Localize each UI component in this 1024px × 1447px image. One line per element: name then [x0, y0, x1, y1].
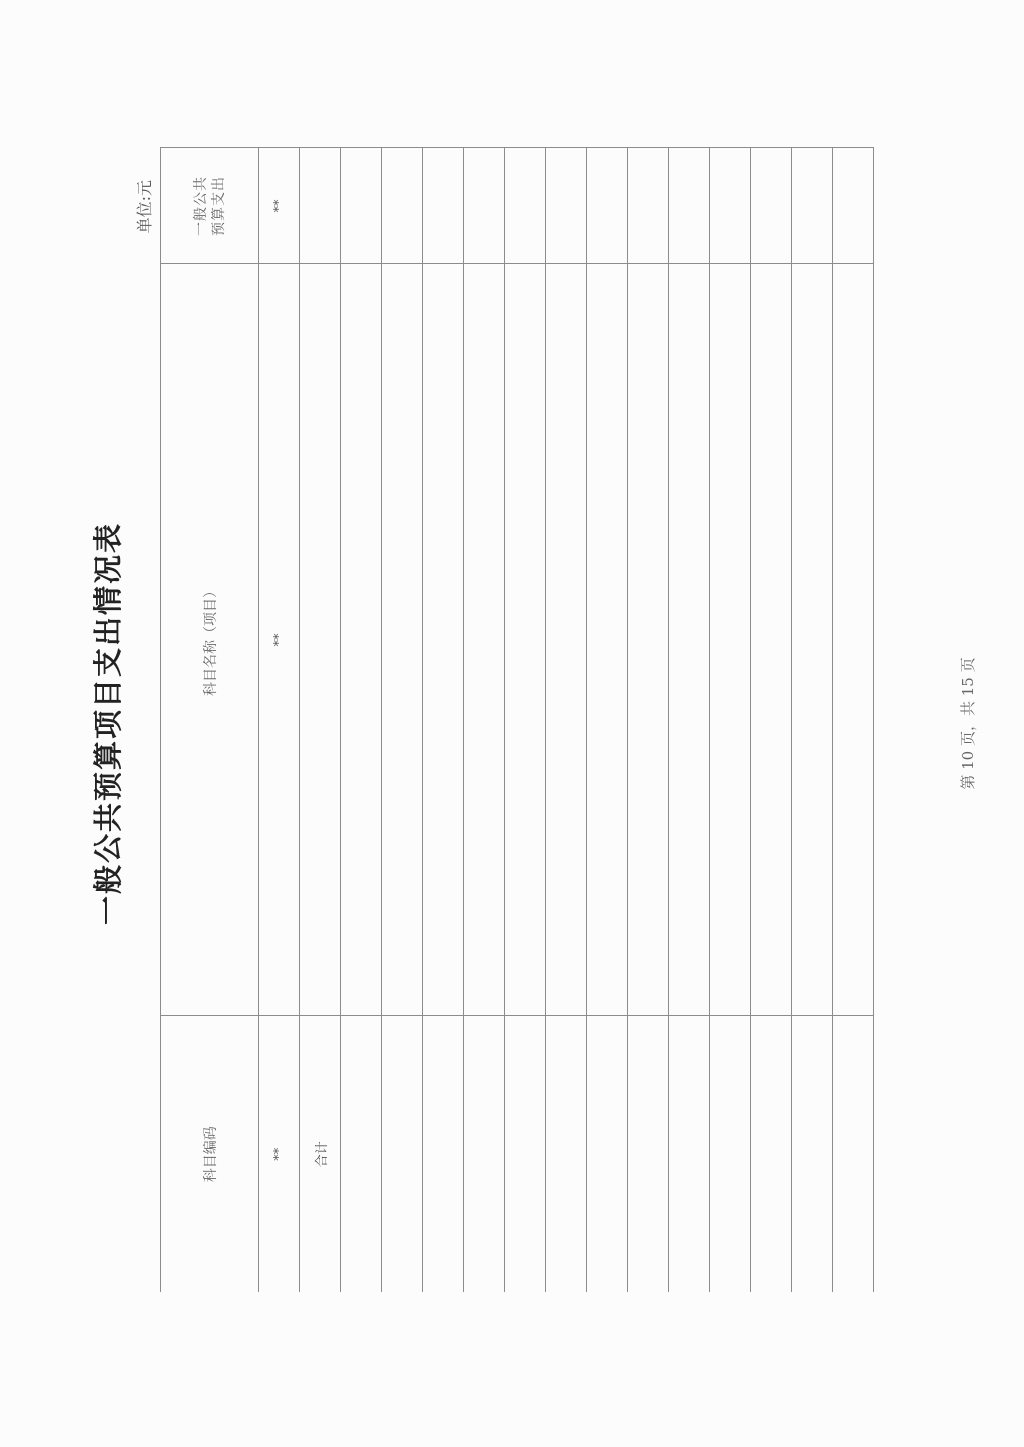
document-title: 一般公共预算项目支出情况表 [91, 522, 125, 926]
table-cell-code [546, 1016, 587, 1292]
table-row [300, 148, 341, 1292]
table-cell-code [710, 1016, 751, 1292]
table-row [505, 148, 546, 1292]
table-row [423, 148, 464, 1292]
table-cell-code [423, 1016, 464, 1292]
table-cell-expenditure [710, 148, 751, 264]
table-cell-name [464, 264, 505, 1016]
table-cell-expenditure [628, 148, 669, 264]
table-cell-name: ** [259, 264, 300, 1016]
column-header-expenditure [161, 148, 259, 264]
table-cell-code [464, 1016, 505, 1292]
table-cell-expenditure [505, 148, 546, 264]
table-cell-name [423, 264, 464, 1016]
table-cell-name [505, 264, 546, 1016]
table-row [833, 148, 874, 1292]
column-header-expenditure-label: 一般公共预算支出 [192, 176, 227, 236]
table-cell-name [710, 264, 751, 1016]
table-body [259, 148, 874, 1292]
column-header-code: 科目编码 [161, 1016, 259, 1292]
table-cell-code [587, 1016, 628, 1292]
table-cell-code [792, 1016, 833, 1292]
table-cell-code [341, 1016, 382, 1292]
table-cell-expenditure [464, 148, 505, 264]
table-cell-expenditure [792, 148, 833, 264]
table-row [546, 148, 587, 1292]
table-row [669, 148, 710, 1292]
header-row [161, 148, 259, 1292]
table-cell-code [382, 1016, 423, 1292]
table-cell-name [546, 264, 587, 1016]
table-cell-expenditure [382, 148, 423, 264]
table-cell-expenditure [546, 148, 587, 264]
table-cell-code: ** [259, 1016, 300, 1292]
expenditure-table [160, 148, 874, 1293]
table-row [464, 148, 505, 1292]
table-cell-code [628, 1016, 669, 1292]
table-row [792, 148, 833, 1292]
table-cell-name [751, 264, 792, 1016]
table-cell-expenditure [751, 148, 792, 264]
table-cell-code [505, 1016, 546, 1292]
table-cell-expenditure [587, 148, 628, 264]
table-cell-name [382, 264, 423, 1016]
table-cell-name [341, 264, 382, 1016]
table-cell-expenditure [341, 148, 382, 264]
table-row [341, 148, 382, 1292]
table-cell-name [792, 264, 833, 1016]
table-cell-name [669, 264, 710, 1016]
table-row [587, 148, 628, 1292]
unit-label: 单位:元 [135, 180, 154, 234]
table-cell-code [751, 1016, 792, 1292]
table-cell-expenditure [300, 148, 341, 264]
table-cell-expenditure [423, 148, 464, 264]
table-cell-expenditure [669, 148, 710, 264]
table-row [628, 148, 669, 1292]
table-cell-code: 合计 [300, 1016, 341, 1292]
table-cell-code [833, 1016, 874, 1292]
table-cell-code [669, 1016, 710, 1292]
table-cell-name [300, 264, 341, 1016]
table-row [259, 148, 300, 1292]
table-cell-name [833, 264, 874, 1016]
page-number: 第 10 页，共 15 页 [959, 657, 977, 790]
table-cell-expenditure [833, 148, 874, 264]
table-row [751, 148, 792, 1292]
table-header [161, 148, 259, 1292]
column-header-name: 科目名称（项目） [161, 264, 259, 1016]
table-cell-name [628, 264, 669, 1016]
table-row [382, 148, 423, 1292]
table-row [710, 148, 751, 1292]
table-cell-name [587, 264, 628, 1016]
table-cell-expenditure: ** [259, 148, 300, 264]
